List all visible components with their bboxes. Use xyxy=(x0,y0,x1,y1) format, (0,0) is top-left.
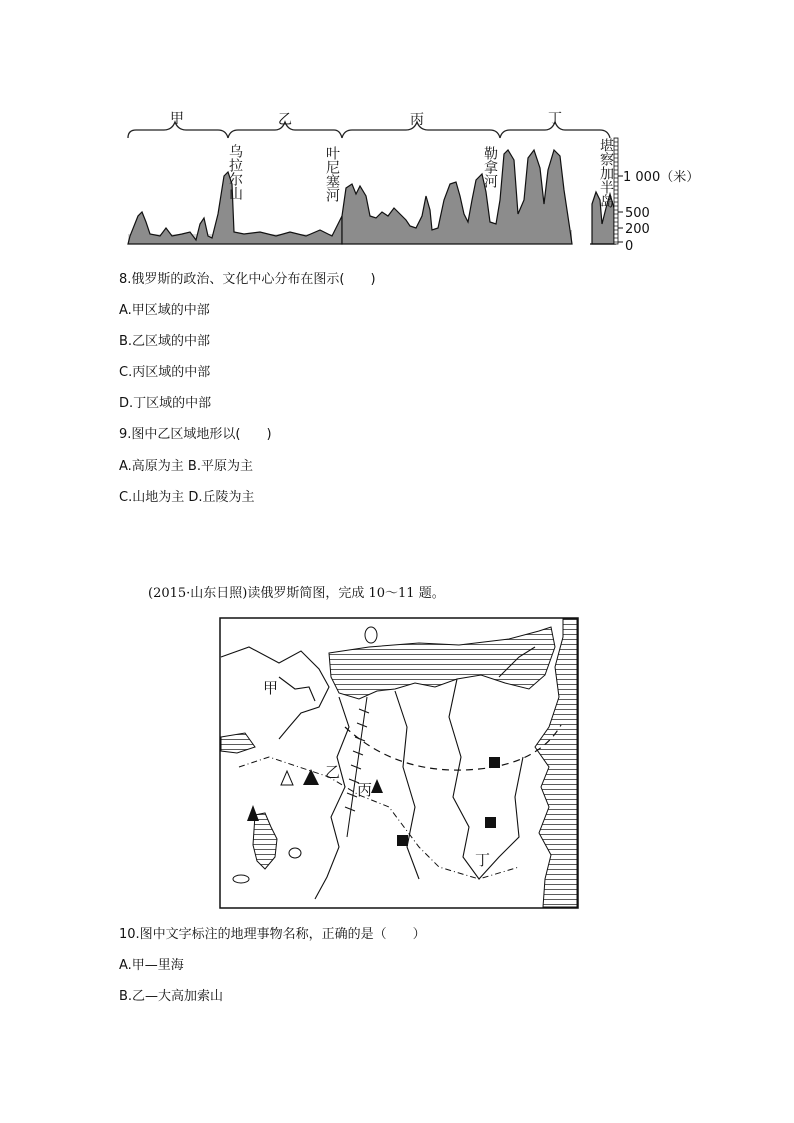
q9-stem: 9.图中乙区域地形以( ) xyxy=(119,427,272,442)
label-ural-mountains: 乌拉尔山 xyxy=(227,144,243,200)
q8-option-d[interactable]: D.丁区域的中部 xyxy=(119,396,212,411)
map-label-bing: 丙 xyxy=(357,781,373,799)
russia-map-figure xyxy=(219,617,579,909)
q8-stem: 8.俄罗斯的政治、文化中心分布在图示( ) xyxy=(119,272,376,287)
q10-stem: 10.图中文字标注的地理事物名称，正确的是（ ） xyxy=(119,927,426,942)
square-marker xyxy=(397,835,408,846)
region-brackets xyxy=(128,122,610,138)
q8-option-a[interactable]: A.甲区域的中部 xyxy=(119,303,210,318)
profile-region-jia: 甲 xyxy=(170,111,184,127)
label-yenisei-river: 叶尼塞河 xyxy=(324,146,340,202)
terrain-profile-figure xyxy=(120,104,700,254)
profile-region-bing: 丙 xyxy=(410,112,424,128)
square-marker xyxy=(489,757,500,768)
scale-500: 500 xyxy=(625,206,650,221)
q9-options-ab[interactable]: A.高原为主 B.平原为主 xyxy=(119,459,253,474)
map-label-ding: 丁 xyxy=(475,851,491,869)
profile-region-ding: 丁 xyxy=(548,111,562,127)
q8-option-c[interactable]: C.丙区域的中部 xyxy=(119,365,211,380)
scale-0: 0 xyxy=(625,239,634,254)
elevation-scale-bar xyxy=(614,138,618,244)
q9-options-cd[interactable]: C.山地为主 D.丘陵为主 xyxy=(119,490,255,505)
label-lena-river: 勒拿河 xyxy=(482,146,498,188)
q8-option-b[interactable]: B.乙区域的中部 xyxy=(119,334,211,349)
q10-option-b[interactable]: B.乙—大高加索山 xyxy=(119,989,224,1004)
label-kamchatka: 堪察加半岛 xyxy=(598,138,614,208)
q10-option-a[interactable]: A.甲—里海 xyxy=(119,958,184,973)
profile-region-yi: 乙 xyxy=(278,112,292,128)
square-marker xyxy=(485,817,496,828)
scale-200: 200 xyxy=(625,222,650,237)
map-label-yi: 乙 xyxy=(325,763,341,781)
map-label-jia: 甲 xyxy=(263,679,279,697)
section-intro: (2015·山东日照)读俄罗斯简图，完成 10～11 题。 xyxy=(148,586,445,601)
scale-1000: 1 000（米） xyxy=(623,170,700,185)
